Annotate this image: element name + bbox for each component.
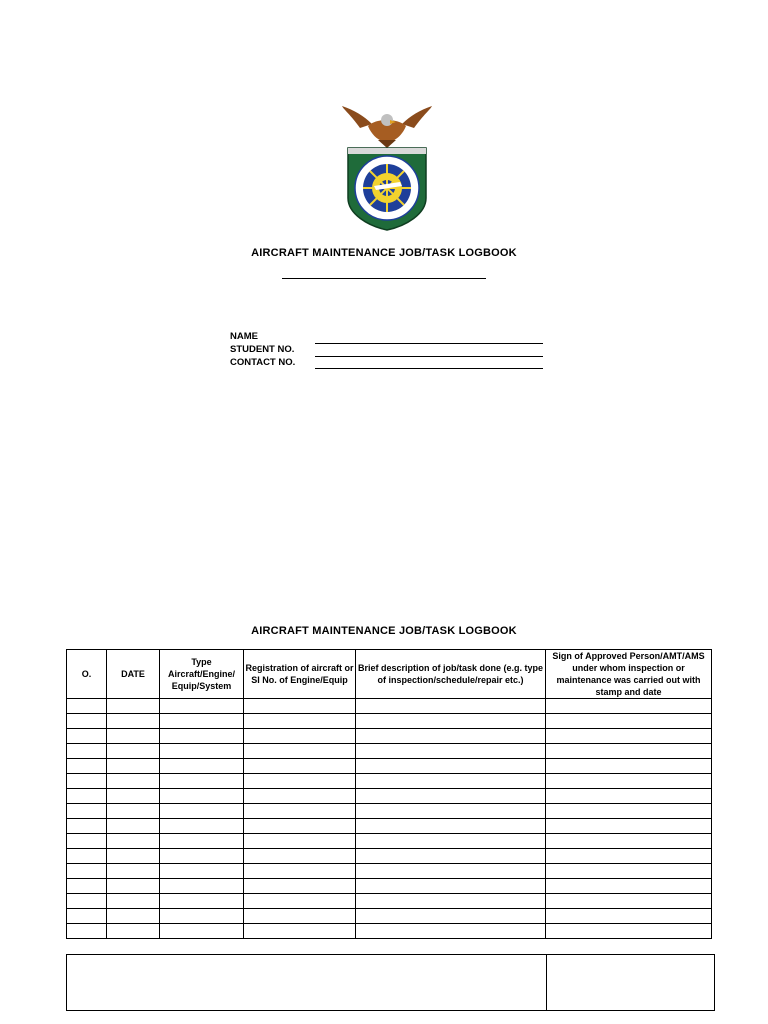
table-cell[interactable] — [244, 804, 356, 819]
table-row — [67, 849, 712, 864]
table-cell[interactable] — [546, 924, 712, 939]
table-cell[interactable] — [107, 774, 160, 789]
table-cell[interactable] — [107, 879, 160, 894]
table-cell[interactable] — [356, 864, 546, 879]
eagle-shield-seal-icon — [340, 102, 434, 232]
table-row — [67, 774, 712, 789]
table-cell[interactable] — [546, 804, 712, 819]
signature-box-divider — [546, 955, 547, 1010]
column-header-type: Type Aircraft/Engine/ Equip/System — [160, 650, 244, 699]
subtitle-blank-line — [282, 278, 486, 279]
table-cell[interactable] — [356, 714, 546, 729]
table-cell[interactable] — [546, 819, 712, 834]
table-cell[interactable] — [356, 774, 546, 789]
table-cell[interactable] — [244, 774, 356, 789]
table-cell[interactable] — [67, 804, 107, 819]
table-cell[interactable] — [356, 699, 546, 714]
table-cell[interactable] — [244, 924, 356, 939]
table-cell[interactable] — [107, 819, 160, 834]
table-cell[interactable] — [107, 924, 160, 939]
signature-box — [66, 954, 715, 1011]
table-row — [67, 879, 712, 894]
table-cell[interactable] — [107, 909, 160, 924]
table-cell[interactable] — [356, 834, 546, 849]
table-row — [67, 699, 712, 714]
column-header-description: Brief description of job/task done (e.g. type of inspection/schedule/repair etc.) — [356, 650, 546, 699]
table-cell[interactable] — [67, 729, 107, 744]
table-cell[interactable] — [67, 789, 107, 804]
table-cell[interactable] — [356, 909, 546, 924]
table-cell[interactable] — [244, 759, 356, 774]
table-cell[interactable] — [546, 834, 712, 849]
table-cell[interactable] — [244, 849, 356, 864]
table-cell[interactable] — [107, 744, 160, 759]
table-cell[interactable] — [67, 864, 107, 879]
table-cell[interactable] — [107, 804, 160, 819]
table-cell[interactable] — [356, 729, 546, 744]
table-cell[interactable] — [546, 879, 712, 894]
table-cell[interactable] — [244, 789, 356, 804]
table-row — [67, 864, 712, 879]
table-cell[interactable] — [356, 879, 546, 894]
field-label-contact-no: CONTACT NO. — [230, 357, 296, 368]
column-header-signature: Sign of Approved Person/AMT/AMS under whom inspection or maintenance was carried out with stamp and date — [546, 650, 712, 699]
page-title: AIRCRAFT MAINTENANCE JOB/TASK LOGBOOK — [251, 247, 517, 259]
table-cell[interactable] — [244, 909, 356, 924]
table-cell[interactable] — [546, 774, 712, 789]
table-cell[interactable] — [546, 909, 712, 924]
table-cell[interactable] — [244, 729, 356, 744]
table-cell[interactable] — [356, 849, 546, 864]
table-cell[interactable] — [160, 834, 244, 849]
table-row — [67, 834, 712, 849]
table-body — [67, 699, 712, 939]
table-cell[interactable] — [244, 699, 356, 714]
table-cell[interactable] — [67, 879, 107, 894]
table-cell[interactable] — [160, 789, 244, 804]
table-cell[interactable] — [107, 729, 160, 744]
field-line-contact-no — [315, 368, 543, 369]
table-cell[interactable] — [356, 924, 546, 939]
table-cell[interactable] — [546, 729, 712, 744]
table-cell[interactable] — [107, 834, 160, 849]
table-row — [67, 804, 712, 819]
table-cell[interactable] — [67, 744, 107, 759]
table-cell[interactable] — [107, 864, 160, 879]
table-row — [67, 729, 712, 744]
table-row — [67, 759, 712, 774]
table-cell[interactable] — [160, 744, 244, 759]
table-cell[interactable] — [356, 894, 546, 909]
table-cell[interactable] — [356, 744, 546, 759]
table-cell[interactable] — [160, 804, 244, 819]
table-cell[interactable] — [356, 789, 546, 804]
table-row — [67, 894, 712, 909]
table-cell[interactable] — [67, 834, 107, 849]
table-cell[interactable] — [546, 714, 712, 729]
table-cell[interactable] — [244, 864, 356, 879]
field-line-name — [315, 343, 543, 344]
column-header-no: O. — [67, 650, 107, 699]
table-cell[interactable] — [160, 879, 244, 894]
column-header-date: DATE — [107, 650, 160, 699]
table-cell[interactable] — [67, 714, 107, 729]
table-cell[interactable] — [67, 909, 107, 924]
table-cell[interactable] — [160, 909, 244, 924]
table-title: AIRCRAFT MAINTENANCE JOB/TASK LOGBOOK — [251, 625, 517, 637]
table-row — [67, 744, 712, 759]
table-cell[interactable] — [107, 894, 160, 909]
table-row — [67, 909, 712, 924]
table-cell[interactable] — [160, 849, 244, 864]
table-cell[interactable] — [160, 774, 244, 789]
table-cell[interactable] — [546, 744, 712, 759]
table-cell[interactable] — [67, 699, 107, 714]
table-cell[interactable] — [107, 849, 160, 864]
table-cell[interactable] — [356, 819, 546, 834]
table-cell[interactable] — [67, 759, 107, 774]
table-cell[interactable] — [107, 789, 160, 804]
table-cell[interactable] — [160, 759, 244, 774]
table-cell[interactable] — [244, 834, 356, 849]
table-cell[interactable] — [244, 744, 356, 759]
field-label-student-no: STUDENT NO. — [230, 344, 295, 355]
field-line-student-no — [315, 356, 543, 357]
table-cell[interactable] — [67, 819, 107, 834]
table-cell[interactable] — [67, 924, 107, 939]
table-cell[interactable] — [546, 759, 712, 774]
table-cell[interactable] — [160, 894, 244, 909]
table-cell[interactable] — [160, 699, 244, 714]
table-cell[interactable] — [546, 894, 712, 909]
table-cell[interactable] — [160, 924, 244, 939]
table-cell[interactable] — [67, 894, 107, 909]
table-cell[interactable] — [160, 729, 244, 744]
table-row — [67, 819, 712, 834]
table-cell[interactable] — [546, 864, 712, 879]
table-cell[interactable] — [160, 714, 244, 729]
table-cell[interactable] — [67, 849, 107, 864]
logbook-table — [66, 649, 712, 939]
table-cell[interactable] — [546, 699, 712, 714]
table-cell[interactable] — [160, 819, 244, 834]
table-cell[interactable] — [244, 894, 356, 909]
table-cell[interactable] — [244, 879, 356, 894]
table-cell[interactable] — [107, 714, 160, 729]
table-cell[interactable] — [356, 804, 546, 819]
table-cell[interactable] — [546, 789, 712, 804]
table-row — [67, 714, 712, 729]
table-cell[interactable] — [67, 774, 107, 789]
table-cell[interactable] — [244, 714, 356, 729]
table-row — [67, 924, 712, 939]
table-cell[interactable] — [244, 819, 356, 834]
table-row — [67, 789, 712, 804]
table-cell[interactable] — [107, 699, 160, 714]
table-cell[interactable] — [107, 759, 160, 774]
table-cell[interactable] — [356, 759, 546, 774]
table-cell[interactable] — [546, 849, 712, 864]
table-cell[interactable] — [160, 864, 244, 879]
table-header-row — [67, 650, 712, 699]
column-header-registration: Registration of aircraft or SI No. of Engine/Equip — [244, 650, 356, 699]
field-label-name: NAME — [230, 331, 258, 342]
